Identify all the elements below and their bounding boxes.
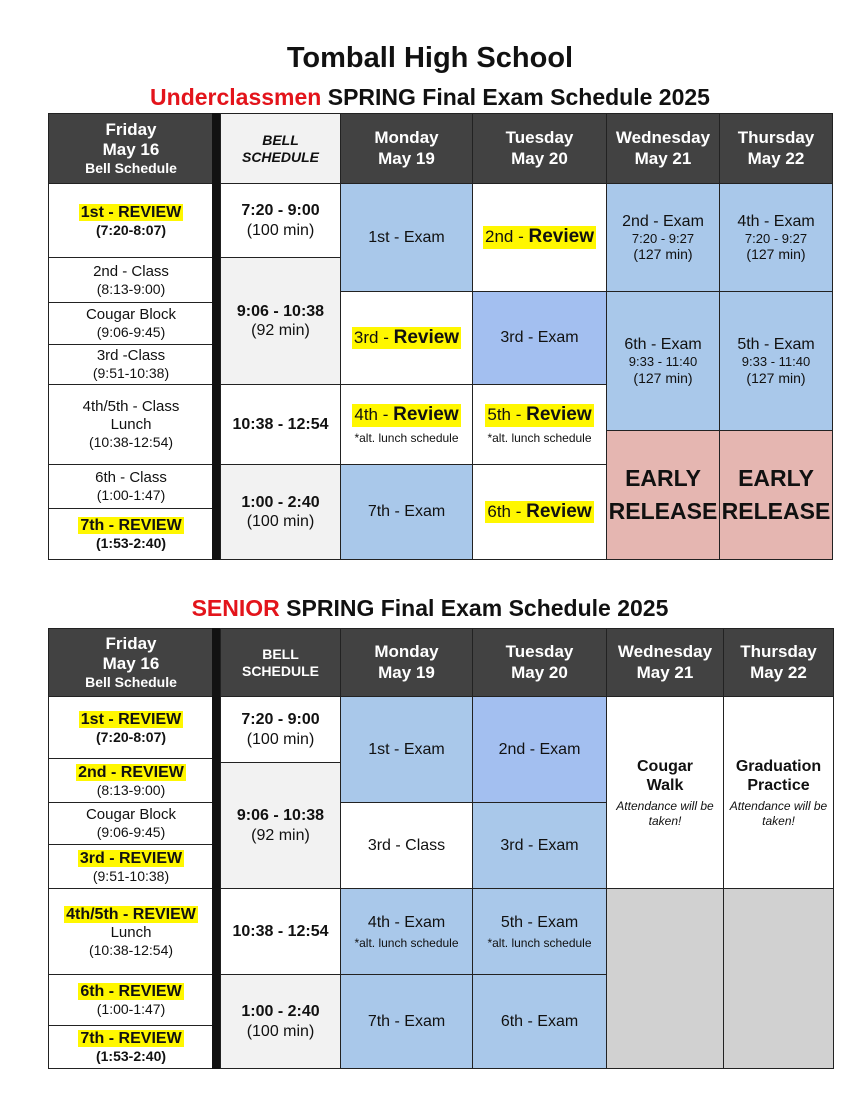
header-tuesday-day: Tuesday [505,128,574,148]
senior-tuesday-block-3-text: 5th - Exam [500,913,579,931]
senior-friday-row-1-time: (7:20-8:07) [95,728,167,745]
senior-monday-block-3-note: *alt. lunch schedule [354,935,459,950]
senior-title-rest: SPRING Final Exam Schedule 2025 [279,595,669,621]
wednesday-block-2-duration: (127 min) [633,369,693,386]
friday-row-4-time: (9:51-10:38) [92,365,170,382]
header-bell-line1: BELL [262,131,299,148]
bell-block-2-duration: (92 min) [251,322,310,339]
friday-row-7-label: 7th - REVIEW [80,517,182,534]
senior-monday-block-2-text: 3rd - Class [367,836,446,854]
senior-friday-row-7-label: 7th - REVIEW [80,1030,182,1047]
senior-bell-block-2 [220,762,341,889]
senior-header-thursday [723,628,834,697]
senior-friday-row-6-label: 6th - REVIEW [80,983,182,1000]
senior-bell-block-1 [220,696,341,763]
senior-tuesday-block-2 [472,802,607,889]
friday-row-2-label: 2nd - Class [93,262,169,280]
senior-friday-row-6 [48,974,214,1026]
senior-monday-block-4-text: 7th - Exam [367,1012,446,1030]
senior-wednesday-event-line1: Cougar [637,757,693,775]
senior-friday-row-4 [48,844,214,889]
senior-header-monday-date: May 19 [378,662,435,682]
senior-wednesday-empty [606,888,724,1069]
friday-row-1-label: 1st - REVIEW [80,203,182,221]
bell-block-4-time: 1:00 - 2:40 [241,493,320,511]
senior-tuesday-block-1 [472,696,607,803]
senior-wednesday-event [606,696,724,889]
senior-header-tuesday-day: Tuesday [505,642,574,662]
senior-header-tuesday-date: May 20 [511,662,568,682]
senior-header-friday-day: Friday [105,633,157,653]
senior-bell-block-1-duration: (100 min) [246,730,315,748]
senior-monday-block-1 [340,696,473,803]
tuesday-block-3-review: Review [526,403,592,425]
header-wednesday-date: May 21 [634,148,692,168]
senior-friday-row-2 [48,758,214,803]
wednesday-block-2-text: 6th - Exam [624,336,702,354]
bell-block-1-time: 7:20 - 9:00 [241,202,320,220]
senior-header-thursday-day: Thursday [740,642,817,662]
senior-header-friday-sub: Bell Schedule [85,674,177,691]
thursday-block-2-duration: (127 min) [746,369,806,386]
thursday-release-text: RELEASE [721,498,831,524]
bell-block-4-duration: (100 min) [246,513,315,530]
senior-bell-block-4-duration: (100 min) [246,1022,315,1040]
monday-block-3-note: *alt. lunch schedule [354,430,459,445]
senior-friday-row-3-time: (9:06-9:45) [96,824,166,841]
thursday-block-2-text: 5th - Exam [737,336,815,354]
senior-thursday-event-line2: Practice [747,777,810,795]
thursday-block-1-time: 7:20 - 9:27 [744,230,808,246]
senior-header-thursday-date: May 22 [750,662,807,682]
senior-column-divider [212,628,220,1069]
thursday-block-1-text: 4th - Exam [737,212,815,230]
senior-bell-block-2-time: 9:06 - 10:38 [236,807,325,825]
friday-row-4-label: 3rd -Class [96,347,166,365]
senior-header-monday-day: Monday [374,642,439,662]
senior-tuesday-block-3-note: *alt. lunch schedule [487,935,592,950]
tuesday-block-2-text: 3rd - Exam [500,329,579,347]
senior-header-wednesday [606,628,724,697]
monday-block-3-review: Review [393,403,459,425]
senior-friday-row-7 [48,1025,214,1069]
friday-row-5-label: 4th/5th - Class [82,398,180,416]
header-monday-day: Monday [374,128,439,148]
senior-thursday-note: Attendance will be taken! [729,799,828,828]
wednesday-block-2-time: 9:33 - 11:40 [628,354,698,370]
senior-tuesday-block-4 [472,974,607,1069]
senior-bell-block-3 [220,888,341,975]
senior-friday-row-1-label: 1st - REVIEW [80,710,182,728]
monday-block-2-period: 3rd - [353,327,394,347]
senior-friday-row-2-label: 2nd - REVIEW [78,763,184,781]
senior-header-bell-line1: BELL [262,645,299,662]
senior-header-wednesday-day: Wednesday [617,642,713,662]
senior-friday-row-7-time: (1:53-2:40) [95,1048,167,1065]
tuesday-block-1-period: 2nd - [485,227,529,247]
senior-friday-row-5 [48,888,214,975]
friday-row-3-time: (9:06-9:45) [96,324,166,341]
friday-row-6-time: (1:00-1:47) [96,487,166,504]
bell-block-1-duration: (100 min) [246,221,315,239]
header-tuesday-date: May 20 [511,148,568,168]
senior-friday-row-5-label: 4th/5th - REVIEW [66,905,196,923]
wednesday-release-text: RELEASE [608,498,718,524]
senior-header-wednesday-date: May 21 [636,662,694,682]
tuesday-block-1-review: Review [528,226,594,248]
senior-friday-row-5-time: (10:38-12:54) [88,941,174,958]
senior-bell-block-4 [220,974,341,1069]
senior-tuesday-block-1-text: 2nd - Exam [498,740,581,758]
friday-row-7-time: (1:53-2:40) [95,535,167,552]
senior-tuesday-block-4-text: 6th - Exam [500,1012,579,1030]
header-friday-sub: Bell Schedule [85,160,177,177]
senior-wednesday-note: Attendance will be taken! [616,799,714,828]
senior-friday-row-6-time: (1:00-1:47) [96,1001,166,1018]
header-wednesday-day: Wednesday [615,128,711,148]
thursday-block-1-duration: (127 min) [746,246,806,263]
tuesday-block-4-period: 6th - [487,501,527,521]
friday-row-5-label2: Lunch [110,416,152,434]
tuesday-block-3-period: 5th - [487,404,527,424]
senior-monday-block-2 [340,802,473,889]
senior-monday-block-3-text: 4th - Exam [367,913,446,931]
tuesday-block-3-note: *alt. lunch schedule [487,430,592,445]
friday-row-6-label: 6th - Class [95,469,167,487]
wednesday-early-text: EARLY [625,464,701,491]
senior-title-red: SENIOR [191,595,280,621]
senior-monday-block-3 [340,888,473,975]
header-monday-date: May 19 [378,148,435,168]
friday-row-5-time: (10:38-12:54) [88,434,174,451]
monday-block-2-review: Review [393,326,460,348]
underclassmen-title-rest: SPRING Final Exam Schedule 2025 [321,84,710,110]
header-friday-day: Friday [105,119,157,139]
underclassmen-title-red: Underclassmen [150,84,322,110]
senior-thursday-event-line1: Graduation [735,757,822,775]
senior-bell-block-1-time: 7:20 - 9:00 [241,711,320,729]
senior-header-monday [340,628,473,697]
header-bell-line2: SCHEDULE [241,148,319,165]
senior-tuesday-block-2-text: 3rd - Exam [500,836,579,854]
senior-thursday-empty [723,888,834,1069]
bell-block-2-time: 9:06 - 10:38 [236,302,325,320]
bell-block-3-time: 10:38 - 12:54 [232,415,329,433]
senior-header-bell-line2: SCHEDULE [241,662,319,679]
senior-bell-block-3-time: 10:38 - 12:54 [232,922,329,940]
tuesday-block-4-review: Review [526,500,592,522]
friday-row-3-label: Cougar Block [85,306,177,324]
page-title: Tomball High School [286,42,574,74]
friday-row-1-time: (7:20-8:07) [95,221,167,238]
senior-friday-row-5-label2: Lunch [110,923,152,941]
senior-header-friday-date: May 16 [102,654,160,674]
senior-wednesday-event-line2: Walk [646,777,684,795]
senior-bell-block-4-time: 1:00 - 2:40 [241,1003,320,1021]
senior-friday-row-3-label: Cougar Block [85,806,177,824]
header-friday-date: May 16 [102,140,160,160]
senior-friday-row-3 [48,802,214,845]
senior-header-bell-schedule [220,628,341,697]
friday-row-2-time: (8:13-9:00) [96,280,166,297]
monday-block-3-period: 4th - [354,404,394,424]
header-thursday-date: May 22 [747,148,805,168]
wednesday-block-1-duration: (127 min) [633,246,693,263]
senior-thursday-event [723,696,834,889]
senior-header-tuesday [472,628,607,697]
senior-friday-row-1 [48,696,214,759]
senior-tuesday-block-3 [472,888,607,975]
monday-block-4-text: 7th - Exam [367,503,446,521]
senior-friday-row-2-time: (8:13-9:00) [96,781,166,798]
senior-header-friday [48,628,214,697]
senior-monday-block-4 [340,974,473,1069]
senior-monday-block-1-text: 1st - Exam [368,740,445,758]
thursday-early-text: EARLY [738,464,814,491]
header-thursday-day: Thursday [737,128,815,148]
thursday-block-2-time: 9:33 - 11:40 [741,354,811,370]
wednesday-block-1-time: 7:20 - 9:27 [631,230,695,246]
wednesday-block-1-text: 2nd - Exam [622,212,704,230]
monday-block-1-text: 1st - Exam [368,228,445,246]
senior-friday-row-4-time: (9:51-10:38) [92,867,170,884]
senior-friday-row-4-label: 3rd - REVIEW [79,849,183,867]
senior-bell-block-2-duration: (92 min) [251,826,310,844]
